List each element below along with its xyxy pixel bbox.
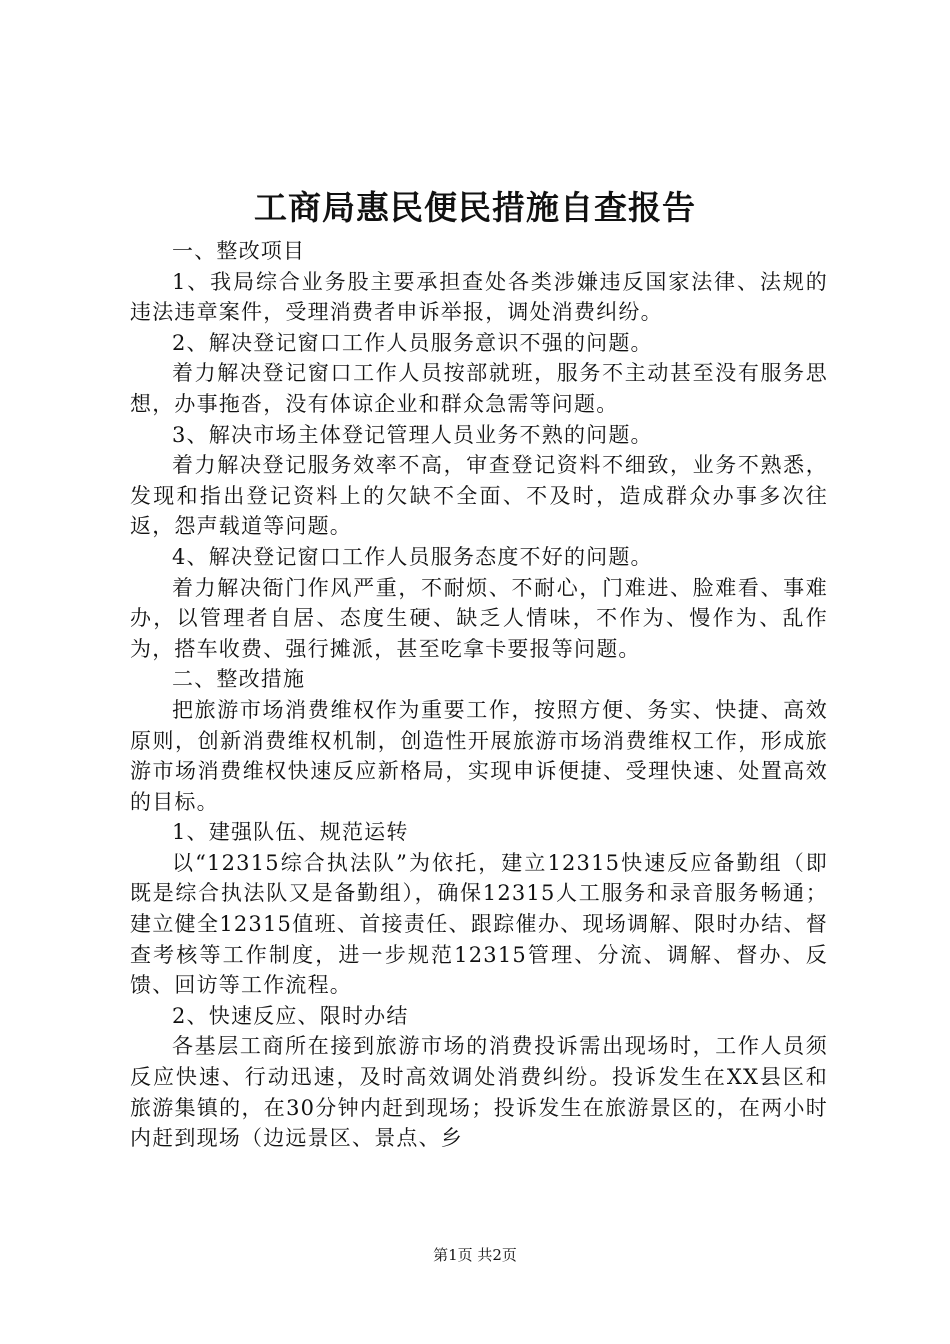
section-heading: 二、整改措施 — [172, 667, 306, 692]
paragraph: 1、建强队伍、规范运转 — [172, 820, 409, 845]
section-heading: 一、整改项目 — [172, 239, 306, 263]
paragraph: 着力解决衙门作风严重，不耐烦、不耐心，门难进、脸难看、事难办，以管理者自居、态度生硬、缺乏人情味，不作为、慢作为、乱作为，搭车收费、强行摊派，甚至吃拿卡要报等问题。 — [130, 575, 828, 661]
paragraph: 1、我局综合业务股主要承担查处各类涉嫌违反国家法律、法规的违法违章案件，受理消费者申诉举报，调处消费纠纷。 — [130, 269, 828, 325]
paragraph: 着力解决登记窗口工作人员按部就班，服务不主动甚至没有服务思想，办事拖沓，没有体谅企业和群众急需等问题。 — [130, 361, 828, 416]
paragraph: 4、解决登记窗口工作人员服务态度不好的问题。 — [172, 544, 653, 569]
paragraph: 以“12315综合执法队”为依托，建立12315快速反应备勤组（即既是综合执法队又是备勤组），确保12315人工服务和录音服务畅通；建立健全12315值班、首接责任、跟踪催办、现场调解、限时办结、督查考核等工作制度，进一步规范12315管理、分流、调解、督办、反馈、回访等工作流程。 — [130, 850, 828, 998]
paragraph: 2、解决登记窗口工作人员服务意识不强的问题。 — [172, 330, 653, 355]
paragraph: 各基层工商所在接到旅游市场的消费投诉需出现场时，工作人员须反应快速、行动迅速，及时高效调处消费纠纷。投诉发生在XX县区和旅游集镇的，在30分钟内赶到现场；投诉发生在旅游景区的，在两小时内赶到现场（边远景区、景点、乡 — [130, 1034, 828, 1151]
page-footer: 第1页 共2页 — [433, 1246, 517, 1264]
document-body — [130, 236, 828, 1154]
paragraph: 2、快速反应、限时办结 — [172, 1003, 409, 1028]
paragraph: 着力解决登记服务效率不高，审查登记资料不细致，业务不熟悉，发现和指出登记资料上的欠缺不全面、不及时，造成群众办事多次往返，怨声载道等问题。 — [130, 453, 828, 539]
document-title: 工商局惠民便民措施自查报告 — [254, 188, 696, 227]
paragraph: 3、解决市场主体登记管理人员业务不熟的问题。 — [172, 422, 653, 447]
paragraph: 把旅游市场消费维权作为重要工作，按照方便、务实、快捷、高效原则，创新消费维权机制，创造性开展旅游市场消费维权工作，形成旅游市场消费维权快速反应新格局，实现申诉便捷、受理快速、处置高效的目标。 — [130, 697, 828, 814]
